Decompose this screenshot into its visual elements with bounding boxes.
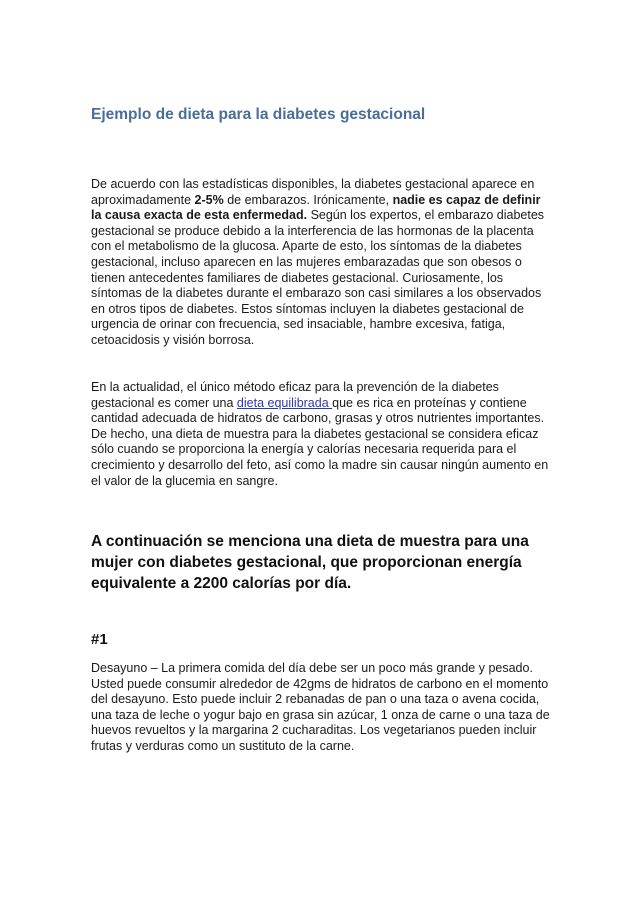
- prevention-text-2: que es rica en proteínas y contiene cantidad adecuada de hidratos de carbono, grasas y otros nutrientes importantes. De hecho, una dieta de muestra para la diabetes gestacional se considera eficaz sólo cuando se proporciona la energía y calorías necesaria requerida para el crecimiento y desarrollo del feto, así como la madre sin causar ningún aumento en el valor de la glucemia en sangre.: [91, 395, 549, 488]
- section-number: #1: [91, 631, 108, 648]
- statistic-bold: 2-5%: [194, 192, 224, 207]
- prevention-text-1: En la actualidad, el único método eficaz para la prevención de la diabetes gestacional es comer una: [91, 380, 499, 410]
- breakfast-paragraph: Desayuno – La primera comida del día debe ser un poco más grande y pesado. Usted puede consumir alrededor de 42gms de hidratos de carbono en el momento del desayuno. Esto puede incluir 2 rebanadas de pan o una taza o avena cocida, una taza de leche o yogur bajo en grasa sin azúcar, 1 onza de carne o una taza de huevos revueltos y la margarina 2 cucharaditas. Los vegetarianos pueden incluir frutas y verduras como un sustituto de la carne.: [91, 661, 550, 753]
- intro-text-2: de embarazos. Irónicamente,: [223, 192, 393, 207]
- intro-text-3: Según los expertos, el embarazo diabetes gestacional se produce debido a la interferencia de las hormonas de la placenta con el metabolismo de la glucosa. Aparte de esto, los síntomas de la diabetes gestacional, incluso aparecen en las mujeres embarazadas que son obesos o tienen antecedentes familiares de diabetes gestacional. Curiosamente, los síntomas de la diabetes durante el embarazo son casi similares a los observados en otros tipos de diabetes. Estos síntomas incluyen la diabetes gestacional de urgencia de orinar con frecuencia, sed insaciable, hambre excesiva, fatiga, cetoacidosis y visión borrosa.: [91, 208, 545, 347]
- page-title: Ejemplo de dieta para la diabetes gestacional: [91, 106, 426, 123]
- balanced-diet-link[interactable]: dieta equilibrada: [236, 395, 333, 410]
- cause-bold: nadie es capaz de definir la causa exacta de esta enfermedad.: [91, 192, 541, 223]
- intro-text-1: De acuerdo con las estadísticas disponibles, la diabetes gestacional aparece en aproximadamente: [91, 177, 535, 207]
- intro-paragraph: [91, 177, 553, 349]
- sample-diet-heading: A continuación se menciona una dieta de muestra para una mujer con diabetes gestacional, que proporcionan energía equivalente a 2200 calorías por día.: [91, 533, 529, 592]
- prevention-paragraph: [91, 380, 553, 489]
